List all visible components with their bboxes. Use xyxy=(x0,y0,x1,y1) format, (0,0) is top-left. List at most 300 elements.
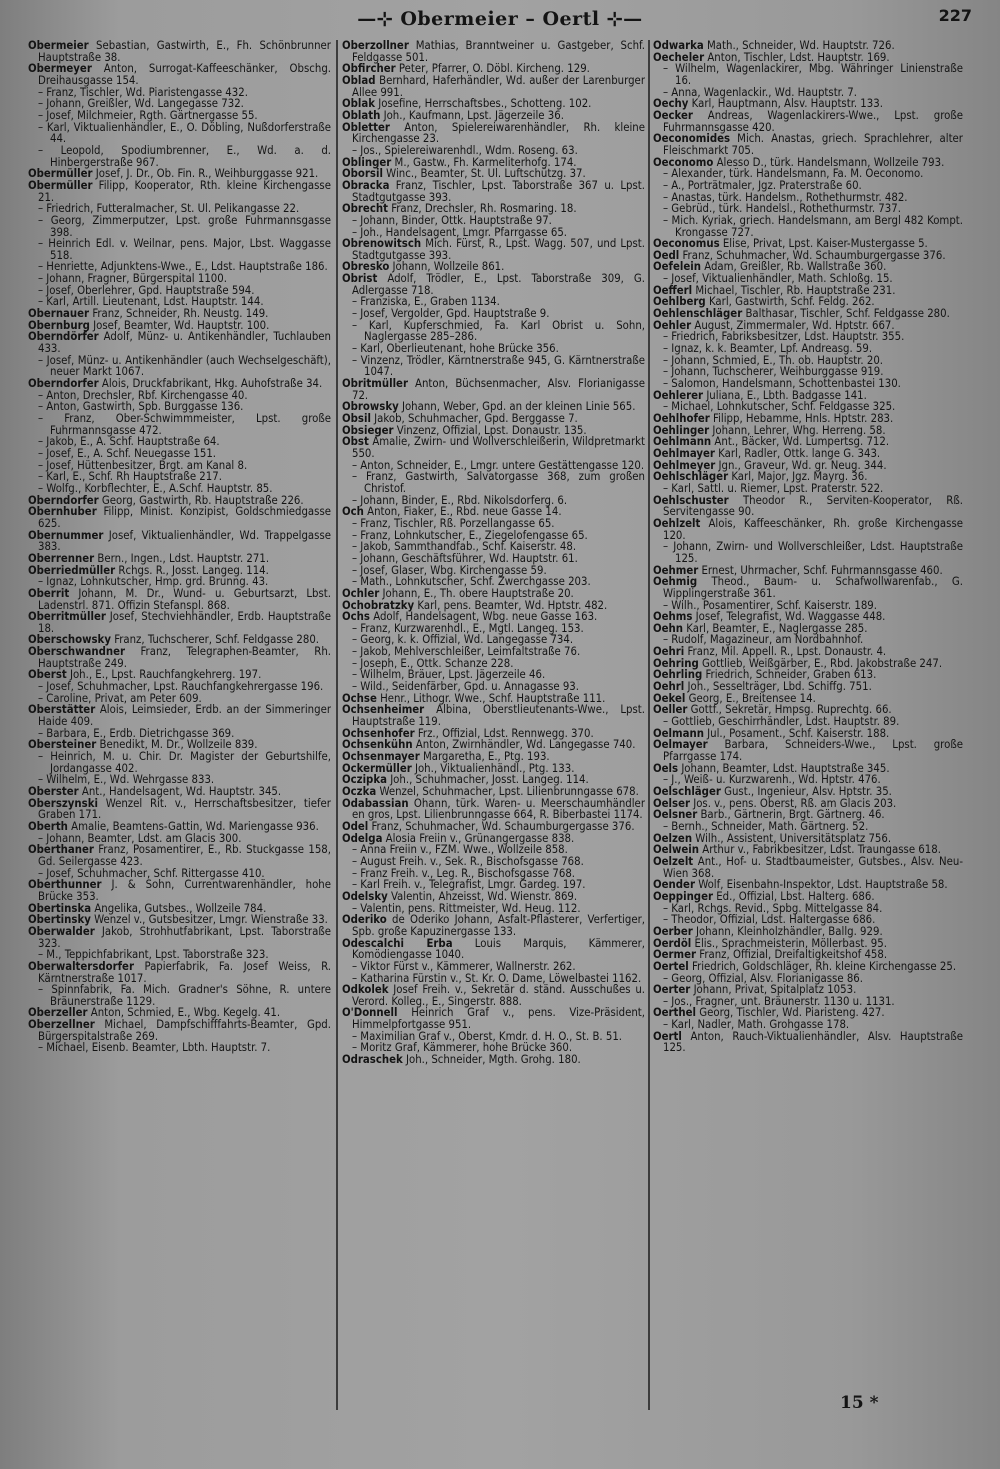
entry-surname: Oehmig xyxy=(653,575,698,589)
entry-surname: Oerber xyxy=(653,924,693,938)
entry-details: – Johann, Greißler, Wd. Langegasse 732. xyxy=(38,97,244,111)
entry-details: Winc., Beamter, St. Ul. Luftschützg. 37. xyxy=(386,167,586,181)
entry-surname: Oehlhofer xyxy=(653,412,710,425)
entry-details: Andreas, Wagenlackirers-Wwe., Lpst. große Fuhrmannsgasse 420. xyxy=(663,108,963,134)
directory-entry xyxy=(28,413,331,436)
entry-details: Anton, Surrogat-Kaffeeschänker, Obschg. Dreihausgasse 154. xyxy=(38,62,331,87)
entry-surname: Oelsner xyxy=(653,808,698,822)
entry-details: Franz, Offizial, Dreifaltigkeitshof 458. xyxy=(699,948,888,962)
entry-surname: Ochse xyxy=(342,691,377,705)
entry-details: – Karl, Sattl. u. Riemer, Lpst. Praterstr. 522. xyxy=(663,481,884,495)
entry-surname: Obrowsky xyxy=(342,400,399,414)
entry-details: Barbara, Schneiders-Wwe., Lpst. große Pfarrgasse 174. xyxy=(663,738,963,764)
entry-details: Georg, E., Breitensee 14. xyxy=(688,691,816,705)
entry-details: – Moritz Graf, Kämmerer, hohe Brücke 360. xyxy=(352,1041,573,1055)
entry-details: – Josef, Milchmeier, Rgth. Gärtnergasse 55. xyxy=(38,108,258,122)
entry-surname: Oerter xyxy=(653,983,691,997)
entry-details: Franz, Tuchscherer, Schf. Feldgasse 280. xyxy=(114,633,320,647)
entry-details: – Wilhelm, Bräuer, Lpst. Jägerzeile 46. xyxy=(352,668,546,682)
entry-surname: Oehlenschläger xyxy=(653,307,743,321)
entry-details: Franz, Schneider, Rh. Neustg. 149. xyxy=(92,307,269,321)
entry-surname: Oerthel xyxy=(653,1006,697,1020)
entry-details: – Karl, Nadler, Math. Grohgasse 178. xyxy=(663,1018,850,1032)
directory-column-3 xyxy=(653,40,963,1420)
entry-details: – Georg, Zimmerputzer, Lpst. große Fuhrmannsgasse 398. xyxy=(38,213,331,239)
entry-details: Gottf., Sekretär, Hmpsg. Ruprechtg. 66. xyxy=(690,703,892,717)
column-rule xyxy=(336,40,338,1410)
entry-details: Johann, Kleinholzhändler, Ballg. 929. xyxy=(695,924,883,938)
entry-surname: Oehrl xyxy=(653,680,685,694)
entry-surname: Obresko xyxy=(342,260,390,274)
entry-surname: Oberst xyxy=(28,668,67,682)
directory-entry xyxy=(28,40,331,63)
entry-surname: Oeller xyxy=(653,703,688,717)
entry-details: Joh., Schuhmacher, Josst. Langeg. 114. xyxy=(390,773,589,787)
entry-details: Filipp, Hebamme, Hnls. Hptstr. 283. xyxy=(713,412,894,425)
entry-details: Franz, Tischler, Lpst. Taborstraße 367 u. Lpst. Stadtgutgasse 393. xyxy=(352,178,645,204)
directory-entry xyxy=(342,1054,645,1066)
entry-details: – Valentin, pens. Rittmeister, Wd. Heug. 112. xyxy=(352,901,581,915)
directory-entry xyxy=(342,75,645,98)
entry-details: Adam, Greißler, Rb. Wallstraße 360. xyxy=(704,260,887,274)
entry-details: Balthasar, Tischler, Schf. Feldgasse 280. xyxy=(745,307,950,321)
entry-details: – Franz, Gastwirth, Salvatorgasse 368, zum großen Christof. xyxy=(352,470,645,495)
entry-surname: Ochsenkühn xyxy=(342,738,413,752)
entry-details: Franz, Schuhmacher, Wd. Schaumburgergasse 376. xyxy=(682,248,946,262)
entry-details: Sebastian, Gastwirth, E., Fh. Schönbrunner Hauptstraße 38. xyxy=(38,40,331,64)
entry-details: – Johann, Schmied, E., Th. ob. Hauptstr. 20. xyxy=(663,353,884,367)
entry-details: Karl, pens. Beamter, Wd. Hptstr. 482. xyxy=(417,598,608,612)
entry-details: Albina, Oberstlieutenants-Wwe., Lpst. Hauptstraße 119. xyxy=(352,703,645,729)
entry-details: – Math., Lohnkutscher, Schf. Zwerchgasse 203. xyxy=(352,575,591,589)
entry-details: – Josef, Viktualienhändler, Math. Schloßg. 15. xyxy=(663,272,893,286)
entry-details: Theodor R., Serviten-Kooperator, Rß. Servitengasse 90. xyxy=(663,493,963,519)
directory-entry xyxy=(28,926,331,949)
entry-details: – Ignaz, Lohnkutscher, Hmp. grd. Brunng. 43. xyxy=(38,575,269,589)
entry-surname: Oberwalder xyxy=(28,924,95,938)
entry-details: Elis., Sprachmeisterin, Möllerbast. 95. xyxy=(694,936,887,950)
entry-details: – Franz Freih. v., Leg. R., Bischofsgasse 768. xyxy=(352,866,576,880)
entry-details: – Johann, Binder, Ottk. Hauptstraße 97. xyxy=(352,213,552,227)
entry-surname: Oberschwandner xyxy=(28,645,126,659)
entry-surname: Oberzellner xyxy=(28,1018,95,1032)
entry-surname: Oehmer xyxy=(653,563,699,577)
entry-details: – Wilh., Posamentirer, Schf. Kaiserstr. 189. xyxy=(663,598,877,612)
entry-surname: Och xyxy=(342,505,364,519)
entry-details: Wenzel Rit. v., Herrschaftsbesitzer, tiefer Graben 171. xyxy=(38,796,331,822)
directory-entry xyxy=(342,984,645,1007)
entry-details: Louis Marquis, Kämmerer, Komödiengasse 1040. xyxy=(352,936,645,962)
entry-details: – Jakob, Mehlverschleißer, Leimfaltstraße 76. xyxy=(352,645,581,659)
entry-surname: Oberthaner xyxy=(28,843,94,857)
entry-surname: Oberth xyxy=(28,819,68,833)
entry-surname: Oecker xyxy=(653,108,693,122)
directory-entry xyxy=(28,961,331,984)
entry-details: Joh., Schneider, Mgth. Grohg. 180. xyxy=(405,1053,581,1067)
entry-details: – Johann, Geschäftsführer, Wd. Hauptstr. 61. xyxy=(352,551,578,565)
entry-details: Bernhard, Haferhändler, Wd. außer der Larenburger Allee 991. xyxy=(352,73,645,99)
entry-details: – Gottlieb, Geschirrhändler, Ldst. Hauptstr. 89. xyxy=(663,715,900,729)
entry-surname: Obermeier xyxy=(28,40,89,52)
entry-details: de Oderiko Johann, Asfalt-Pflasterer, Verfertiger, Spb. große Kapuzinergasse 133. xyxy=(352,913,645,938)
entry-surname: Oblath xyxy=(342,108,381,122)
entry-details: – Josef, Schuhmacher, Schf. Rittergasse 410. xyxy=(38,866,265,880)
entry-details: – Franz, Kurzwarenhdl., E., Mgtl. Langeg. 153. xyxy=(352,621,584,635)
entry-surname: Oertel xyxy=(653,959,689,973)
entry-details: Juliana, E., Lbth. Badgasse 141. xyxy=(706,388,867,402)
directory-entry xyxy=(28,1042,331,1054)
entry-surname: Oelschläger xyxy=(653,785,721,798)
entry-details: Barb., Gärtnerin, Brgt. Gärtnerg. 46. xyxy=(700,808,885,822)
entry-details: – Mich. Kyriak, griech. Handelsmann, am Bergl 482 Kompt. Krongasse 727. xyxy=(663,213,963,239)
directory-entry xyxy=(342,355,645,378)
entry-details: Math., Schneider, Wd. Hauptstr. 726. xyxy=(707,40,895,52)
entry-details: Joh., Viktualienhändl., Ptg. 133. xyxy=(414,761,575,775)
entry-details: Ernest, Uhrmacher, Schf. Fuhrmannsgasse 460. xyxy=(701,563,943,577)
entry-surname: Oeconomo xyxy=(653,155,714,169)
entry-details: – Vinzenz, Trödler, Kärntnerstraße 945, G. Kärntnerstraße 1047. xyxy=(352,353,645,379)
entry-details: Josef Freih. v., Sekretär d. ständ. Ausschußes u. Verord. Kolleg., E., Singerstr. 888. xyxy=(352,983,645,1008)
entry-surname: Oehms xyxy=(653,610,693,624)
entry-surname: Oberstätter xyxy=(28,703,96,717)
entry-details: – Jakob, Sammthandfab., Schf. Kaiserstr. 48. xyxy=(352,540,577,554)
entry-details: Jgn., Graveur, Wd. gr. Neug. 344. xyxy=(718,458,887,472)
entry-surname: Oberndörfer xyxy=(28,330,99,344)
directory-entry xyxy=(653,541,963,564)
entry-details: – Franz, Tischler, Rß. Porzellangasse 65. xyxy=(352,516,555,530)
directory-column-1 xyxy=(28,40,331,1420)
entry-details: Joh., E., Lpst. Rauchfangkehrerg. 197. xyxy=(69,668,262,682)
entry-surname: Oehlberg xyxy=(653,295,706,309)
page-number: 227 xyxy=(938,6,972,25)
entry-surname: Oelwein xyxy=(653,843,700,857)
entry-details: – Rudolf, Magazineur, am Nordbahnhof. xyxy=(663,633,864,647)
entry-details: – Friedrich, Futteralmacher, St. Ul. Pelikangasse 22. xyxy=(38,202,300,216)
entry-details: Jakob, Schuhmacher, Gpd. Berggasse 7. xyxy=(374,412,578,425)
entry-details: – Leopold, Spodiumbrenner, E., Wd. a. d. Hinbergerstraße 967. xyxy=(38,143,331,169)
entry-details: Ant., Bäcker, Wd. Lumpertsg. 712. xyxy=(714,435,890,449)
entry-surname: Odelsky xyxy=(342,889,388,903)
entry-details: Michael, Tischler, Rb. Hauptstraße 231. xyxy=(695,283,896,297)
directory-entry xyxy=(653,739,963,762)
entry-details: M., Gastw., Fh. Karmeliterhofg. 174. xyxy=(394,155,577,169)
entry-details: – Joseph, E., Ottk. Schanze 228. xyxy=(352,656,514,670)
entry-details: – Karl, Artill. Lieutenant, Ldst. Hauptstr. 144. xyxy=(38,295,264,309)
entry-surname: Ochsenhofer xyxy=(342,726,415,740)
entry-details: – Anton, Drechsler, Rbf. Kirchengasse 40. xyxy=(38,388,248,402)
entry-surname: Oecheler xyxy=(653,50,705,64)
entry-surname: Odwarka xyxy=(653,40,704,52)
entry-surname: Oehlmayer xyxy=(653,446,715,460)
entry-surname: Oberrenner xyxy=(28,551,95,565)
entry-details: Theod., Baum- u. Schafwollwarenfab., G. Wipplingerstraße 361. xyxy=(663,575,963,600)
entry-surname: Obfircher xyxy=(342,62,396,76)
entry-details: – Franziska, E., Graben 1134. xyxy=(352,295,500,309)
entry-details: Josef, Viktualienhändler, Wd. Trappelgasse 383. xyxy=(38,528,331,554)
entry-surname: Oeconomides xyxy=(653,132,731,146)
directory-entry xyxy=(28,506,331,529)
directory-entry xyxy=(342,704,645,727)
entry-details: – Michael, Lohnkutscher, Schf. Feldgasse 325. xyxy=(663,400,896,414)
entry-details: – Wild., Seidenfärber, Gpd. u. Annagasse 93. xyxy=(352,680,580,694)
entry-details: – Karl, Kupferschmied, Fa. Karl Obrist u. Sohn, Naglergasse 285–286. xyxy=(352,318,645,344)
entry-details: Alois, Leimsieder, Erdb. an der Simmeringer Haide 409. xyxy=(38,703,331,729)
entry-details: – Johann, Zwirn- und Wollverschleißer, Ldst. Hauptstraße 125. xyxy=(663,540,963,565)
entry-surname: Oblak xyxy=(342,97,376,111)
entry-surname: Oeppinger xyxy=(653,889,713,903)
entry-details: – Johann, Fragner, Bürgerspital 1100. xyxy=(38,272,227,286)
entry-details: – Anton, Schneider, E., Lmgr. untere Gestättengasse 120. xyxy=(352,458,645,472)
entry-surname: Obritmüller xyxy=(342,377,408,391)
entry-surname: Obertinska xyxy=(28,901,92,915)
entry-surname: Ockermüller xyxy=(342,761,412,775)
entry-surname: Oberszynski xyxy=(28,796,98,810)
entry-details: Filipp, Minist. Konzipist, Goldschmiedgasse 625. xyxy=(38,505,331,530)
entry-details: – Joh., Handelsagent, Lmgr. Pfarrgasse 65. xyxy=(352,225,568,239)
directory-entry xyxy=(28,611,331,634)
entry-details: August, Zimmermaler, Wd. Hptstr. 667. xyxy=(694,318,895,332)
entry-details: – Josef, E., A. Schf. Neuegasse 151. xyxy=(38,446,217,460)
entry-details: – Josef, Oberlehrer, Gpd. Hauptstraße 594. xyxy=(38,283,255,297)
entry-surname: Odraschek xyxy=(342,1053,403,1067)
entry-surname: Oberwaltersdorfer xyxy=(28,959,134,973)
entry-details: Karl, Radler, Ottk. lange G. 343. xyxy=(718,446,881,460)
entry-details: – Friedrich, Fabriksbesitzer, Ldst. Hauptstr. 355. xyxy=(663,330,905,344)
entry-surname: Obst xyxy=(342,435,369,449)
entry-details: Ant., Handelsagent, Wd. Hauptstr. 345. xyxy=(81,785,282,798)
entry-details: – Karl, Oberlieutenant, hohe Brücke 356. xyxy=(352,342,559,356)
entry-details: Georg, Tischler, Wd. Piaristeng. 427. xyxy=(699,1006,885,1020)
entry-details: Karl, Major, Jgz. Mayrg. 36. xyxy=(731,470,868,484)
entry-surname: Oeconomus xyxy=(653,237,720,251)
entry-surname: Oelser xyxy=(653,796,690,810)
directory-entry xyxy=(28,984,331,1007)
entry-surname: Obernauer xyxy=(28,307,90,321)
entry-surname: Obermeyer xyxy=(28,62,92,76)
entry-details: Henr., Lithogr. Wwe., Schf. Hauptstraße 111. xyxy=(380,691,606,705)
entry-details: – Franz, Lohnkutscher, E., Ziegelofengasse 65. xyxy=(352,528,588,542)
entry-details: – Josef, Vergolder, Gpd. Hauptstraße 9. xyxy=(352,307,550,321)
entry-details: Anton, Schmied, E., Wbg. Kegelg. 41. xyxy=(90,1006,281,1020)
entry-details: Wenzel v., Gutsbesitzer, Lmgr. Wienstraße 33. xyxy=(94,913,328,927)
entry-surname: Oefelein xyxy=(653,260,701,274)
entry-details: Alosia Freiin v., Grünangergasse 838. xyxy=(385,831,575,845)
entry-details: – Salomon, Handelsmann, Schottenbastei 130. xyxy=(663,377,901,391)
directory-entry xyxy=(28,238,331,261)
directory-entry xyxy=(342,938,645,961)
entry-details: Vinzenz, Offizial, Lpst. Donaustr. 135. xyxy=(396,423,587,437)
directory-entry xyxy=(342,238,645,261)
entry-surname: O'Donnell xyxy=(342,1006,398,1020)
entry-details: – Jos., Spielereiwarenhdl., Wdm. Roseng. 63. xyxy=(352,143,578,157)
entry-details: Alois, Druckfabrikant, Hkg. Auhofstraße 34. xyxy=(101,377,323,391)
entry-surname: Ochs xyxy=(342,610,370,624)
entry-details: Joh., Kaufmann, Lpst. Jägerzeile 36. xyxy=(383,108,564,122)
entry-details: – Anastas, türk. Handelsm., Rothethurmstr. 482. xyxy=(663,190,908,204)
entry-surname: Odel xyxy=(342,819,369,833)
entry-surname: Oborsil xyxy=(342,167,383,181)
entry-details: – Jakob, E., A. Schf. Hauptstraße 64. xyxy=(38,435,220,449)
entry-details: Mich. Anastas, griech. Sprachlehrer, alter Fleischmarkt 705. xyxy=(663,132,963,157)
entry-surname: Oechy xyxy=(653,97,689,111)
entry-details: – Anton, Gastwirth, Spb. Burggasse 136. xyxy=(38,400,244,414)
entry-surname: Oberritmüller xyxy=(28,610,106,624)
directory-entry xyxy=(28,798,331,821)
directory-column-2 xyxy=(342,40,645,1420)
entry-details: – Gebrüd., türk. Handelsl., Rothethurmstr. 737. xyxy=(663,202,901,216)
entry-details: Margaretha, E., Ptg. 193. xyxy=(422,750,550,764)
entry-surname: Oefferl xyxy=(653,283,693,297)
directory-entry xyxy=(28,588,331,611)
directory-entry xyxy=(342,40,645,63)
entry-details: – Michael, Eisenb. Beamter, Lbth. Hauptstr. 7. xyxy=(38,1041,271,1055)
entry-surname: Obrenowitsch xyxy=(342,237,422,251)
entry-surname: Oedl xyxy=(653,248,680,262)
entry-surname: Oberndorfer xyxy=(28,493,99,507)
entry-details: – Anna Freiin v., FZM. Wwe., Wollzeile 858. xyxy=(352,843,568,857)
entry-surname: Oerdöl xyxy=(653,936,692,950)
entry-surname: Oberndorfer xyxy=(28,377,99,391)
entry-details: Mich. Fürst, R., Lpst. Wagg. 507, und Lpst. Stadtgutgasse 393. xyxy=(352,237,645,262)
entry-details: J. & Sohn, Currentwarenhändler, hohe Brücke 353. xyxy=(38,878,331,903)
entry-details: Adolf, Handelsagent, Wbg. neue Gasse 163. xyxy=(373,610,598,624)
entry-details: Josefine, Herrschaftsbes., Schotteng. 102. xyxy=(378,97,592,111)
entry-surname: Obertinsky xyxy=(28,913,91,927)
entry-surname: Obernhuber xyxy=(28,505,97,519)
entry-details: – Spinnfabrik, Fa. Mich. Gradner's Söhne, R. untere Bräunerstraße 1129. xyxy=(38,983,331,1008)
entry-details: – Wilhelm, Wagenlackirer, Mbg. Währinger Linienstraße 16. xyxy=(663,62,963,87)
directory-entry xyxy=(28,145,331,168)
entry-details: Wenzel, Schuhmacher, Lpst. Lilienbrunngasse 678. xyxy=(379,785,639,798)
directory-entry xyxy=(28,844,331,867)
entry-details: Gottlieb, Weißgärber, E., Rbd. Jakobstraße 247. xyxy=(702,656,943,670)
entry-surname: Oelmayer xyxy=(653,738,708,752)
entry-details: Franz, Posamentirer, E., Rb. Stuckgasse 158, Gd. Seilergasse 423. xyxy=(38,843,331,868)
entry-details: Franz, Mil. Appell. R., Lpst. Donaustr. 4. xyxy=(687,645,887,659)
entry-details: Josef, Beamter, Wd. Hauptstr. 100. xyxy=(93,318,270,332)
entry-details: Alois, Kaffeeschänker, Rh. große Kirchengasse 120. xyxy=(663,516,963,542)
entry-details: Adolf, Münz- u. Antikenhändler, Tuchlauben 433. xyxy=(38,330,331,356)
entry-details: – Henriette, Adjunktens-Wwe., E., Ldst. Hauptstraße 186. xyxy=(38,260,328,274)
directory-entry xyxy=(653,63,963,86)
entry-surname: Obernburg xyxy=(28,318,90,332)
entry-details: Amalie, Beamtens-Gattin, Wd. Mariengasse 936. xyxy=(71,819,319,833)
entry-surname: Oberrit xyxy=(28,586,70,600)
entry-details: – Josef, Hüttenbesitzer, Brgt. am Kanal 8. xyxy=(38,458,248,472)
entry-details: Joh., Sesselträger, Lbd. Schiffg. 751. xyxy=(687,680,872,694)
entry-surname: Oblad xyxy=(342,73,376,87)
signature-mark: 15 * xyxy=(840,1393,879,1413)
entry-details: – Karl, E., Schf. Rh Hauptstraße 217. xyxy=(38,470,222,484)
directory-entry xyxy=(28,180,331,203)
entry-surname: Oberriedmüller xyxy=(28,563,116,577)
entry-details: Jul., Posament., Schf. Kaiserstr. 188. xyxy=(707,726,890,740)
entry-surname: Oehn xyxy=(653,621,684,635)
entry-details: Anton, Tischler, Ldst. Hauptstr. 169. xyxy=(707,50,890,64)
entry-details: Jos. v., pens. Oberst, Rß. am Glacis 203. xyxy=(693,796,897,810)
entry-surname: Oels xyxy=(653,761,679,775)
entry-details: Johann, Beamter, Ldst. Hauptstraße 345. xyxy=(681,761,890,775)
directory-entry xyxy=(653,215,963,238)
entry-details: Friedrich, Goldschläger, Rh. kleine Kirchengasse 25. xyxy=(692,959,957,973)
entry-details: – Franz, Ober-Schwimmmeister, Lpst. große Fuhrmannsgasse 472. xyxy=(38,412,331,437)
entry-surname: Oehlmann xyxy=(653,435,712,449)
entry-details: – Ignaz, k. k. Beamter, Lpf. Andreasg. 59. xyxy=(663,342,873,356)
entry-surname: Obrist xyxy=(342,272,378,286)
entry-details: – Wilhelm, E., Wd. Wehrgasse 833. xyxy=(38,773,215,787)
entry-details: Friedrich, Schneider, Graben 613. xyxy=(705,668,877,682)
directory-entry xyxy=(342,436,645,459)
entry-details: Alesso D., türk. Handelsmann, Wollzeile 793. xyxy=(716,155,945,169)
entry-details: Anton, Büchsenmacher, Alsv. Florianigasse 72. xyxy=(352,377,645,402)
entry-surname: Oberthunner xyxy=(28,878,102,892)
entry-details: Georg, Gastwirth, Rb. Hauptstraße 226. xyxy=(101,493,304,507)
entry-surname: Obernummer xyxy=(28,528,104,542)
entry-details: Josef, J. Dr., Ob. Fin. R., Weihburggasse 921. xyxy=(95,167,319,181)
entry-surname: Odelga xyxy=(342,831,383,845)
entry-surname: Ochler xyxy=(342,586,380,600)
entry-surname: Oderiko xyxy=(342,913,387,927)
entry-details: Gust., Ingenieur, Alsv. Hptstr. 35. xyxy=(724,785,892,798)
entry-details: Bern., Ingen., Ldst. Hauptstr. 271. xyxy=(97,551,270,565)
directory-entry xyxy=(653,856,963,879)
entry-details: Frz., Offizial, Ldst. Rennwegg. 370. xyxy=(417,726,594,740)
entry-surname: Oehlerer xyxy=(653,388,704,402)
entry-surname: Obrecht xyxy=(342,202,388,216)
entry-details: – Alexander, türk. Handelsmann, Fa. M. Oeconomo. xyxy=(663,167,924,181)
entry-details: – Johann, Tuchscherer, Weihburggasse 919. xyxy=(663,365,884,379)
page-header xyxy=(0,6,1000,36)
entry-details: – Katharina Fürstin v., St. Kr. O. Dame, Löwelbastei 1162. xyxy=(352,971,642,985)
directory-entry xyxy=(28,355,331,378)
directory-entry xyxy=(28,704,331,727)
entry-details: – J., Weiß- u. Kurzwarenh., Wd. Hptstr. 476. xyxy=(663,773,881,787)
directory-entry xyxy=(28,879,331,902)
entry-surname: Ochobratzky xyxy=(342,598,415,612)
entry-details: – Josef, Glaser, Wbg. Kirchengasse 59. xyxy=(352,563,547,577)
entry-details: Heinrich Graf v., pens. Vize-Präsident, Himmelpfortgasse 951. xyxy=(352,1006,645,1032)
entry-details: Wilh., Assistent, Universitätsplatz 756. xyxy=(695,831,892,845)
entry-surname: Obersteiner xyxy=(28,738,97,752)
entry-surname: Oermer xyxy=(653,948,697,962)
entry-details: – Heinrich, M. u. Chir. Dr. Magister der Geburtshilfe, Jordangasse 402. xyxy=(38,750,331,775)
entry-details: Johann, E., Th. obere Hauptstraße 20. xyxy=(382,586,574,600)
entry-surname: Oberzeller xyxy=(28,1006,88,1020)
column-rule xyxy=(648,40,650,1410)
directory-entry xyxy=(28,122,331,145)
entry-surname: Odkolek xyxy=(342,983,389,997)
directory-entry xyxy=(342,180,645,203)
entry-details: – Viktor Fürst v., Kämmerer, Wallnerstr. 262. xyxy=(352,959,576,973)
directory-entry xyxy=(28,63,331,86)
entry-surname: Oehlschläger xyxy=(653,470,729,484)
entry-surname: Obletter xyxy=(342,120,390,134)
entry-surname: Oberschowsky xyxy=(28,633,111,647)
entry-details: – Johann, Binder, E., Rbd. Nikolsdorferg. 6. xyxy=(352,493,568,507)
entry-surname: Oehler xyxy=(653,318,692,332)
entry-details: – Josef, Münz- u. Antikenhändler (auch Wechselgeschäft), neuer Markt 1067. xyxy=(38,353,331,379)
entry-surname: Oehlinger xyxy=(653,423,710,437)
directory-entry xyxy=(653,1031,963,1054)
entry-surname: Oelzen xyxy=(653,831,693,845)
directory-entry xyxy=(342,471,645,494)
entry-surname: Oehlschuster xyxy=(653,493,729,507)
entry-details: Franz, Drechsler, Rh. Rosmaring. 18. xyxy=(391,202,577,216)
entry-surname: Obsil xyxy=(342,412,371,425)
entry-details: Karl, Beamter, E., Naglergasse 285. xyxy=(686,621,868,635)
running-head: —⊹ Obermeier – Oertl ⊹— xyxy=(357,8,643,30)
entry-details: – Bernh., Schneider, Math. Gärtnerg. 52. xyxy=(663,819,869,833)
